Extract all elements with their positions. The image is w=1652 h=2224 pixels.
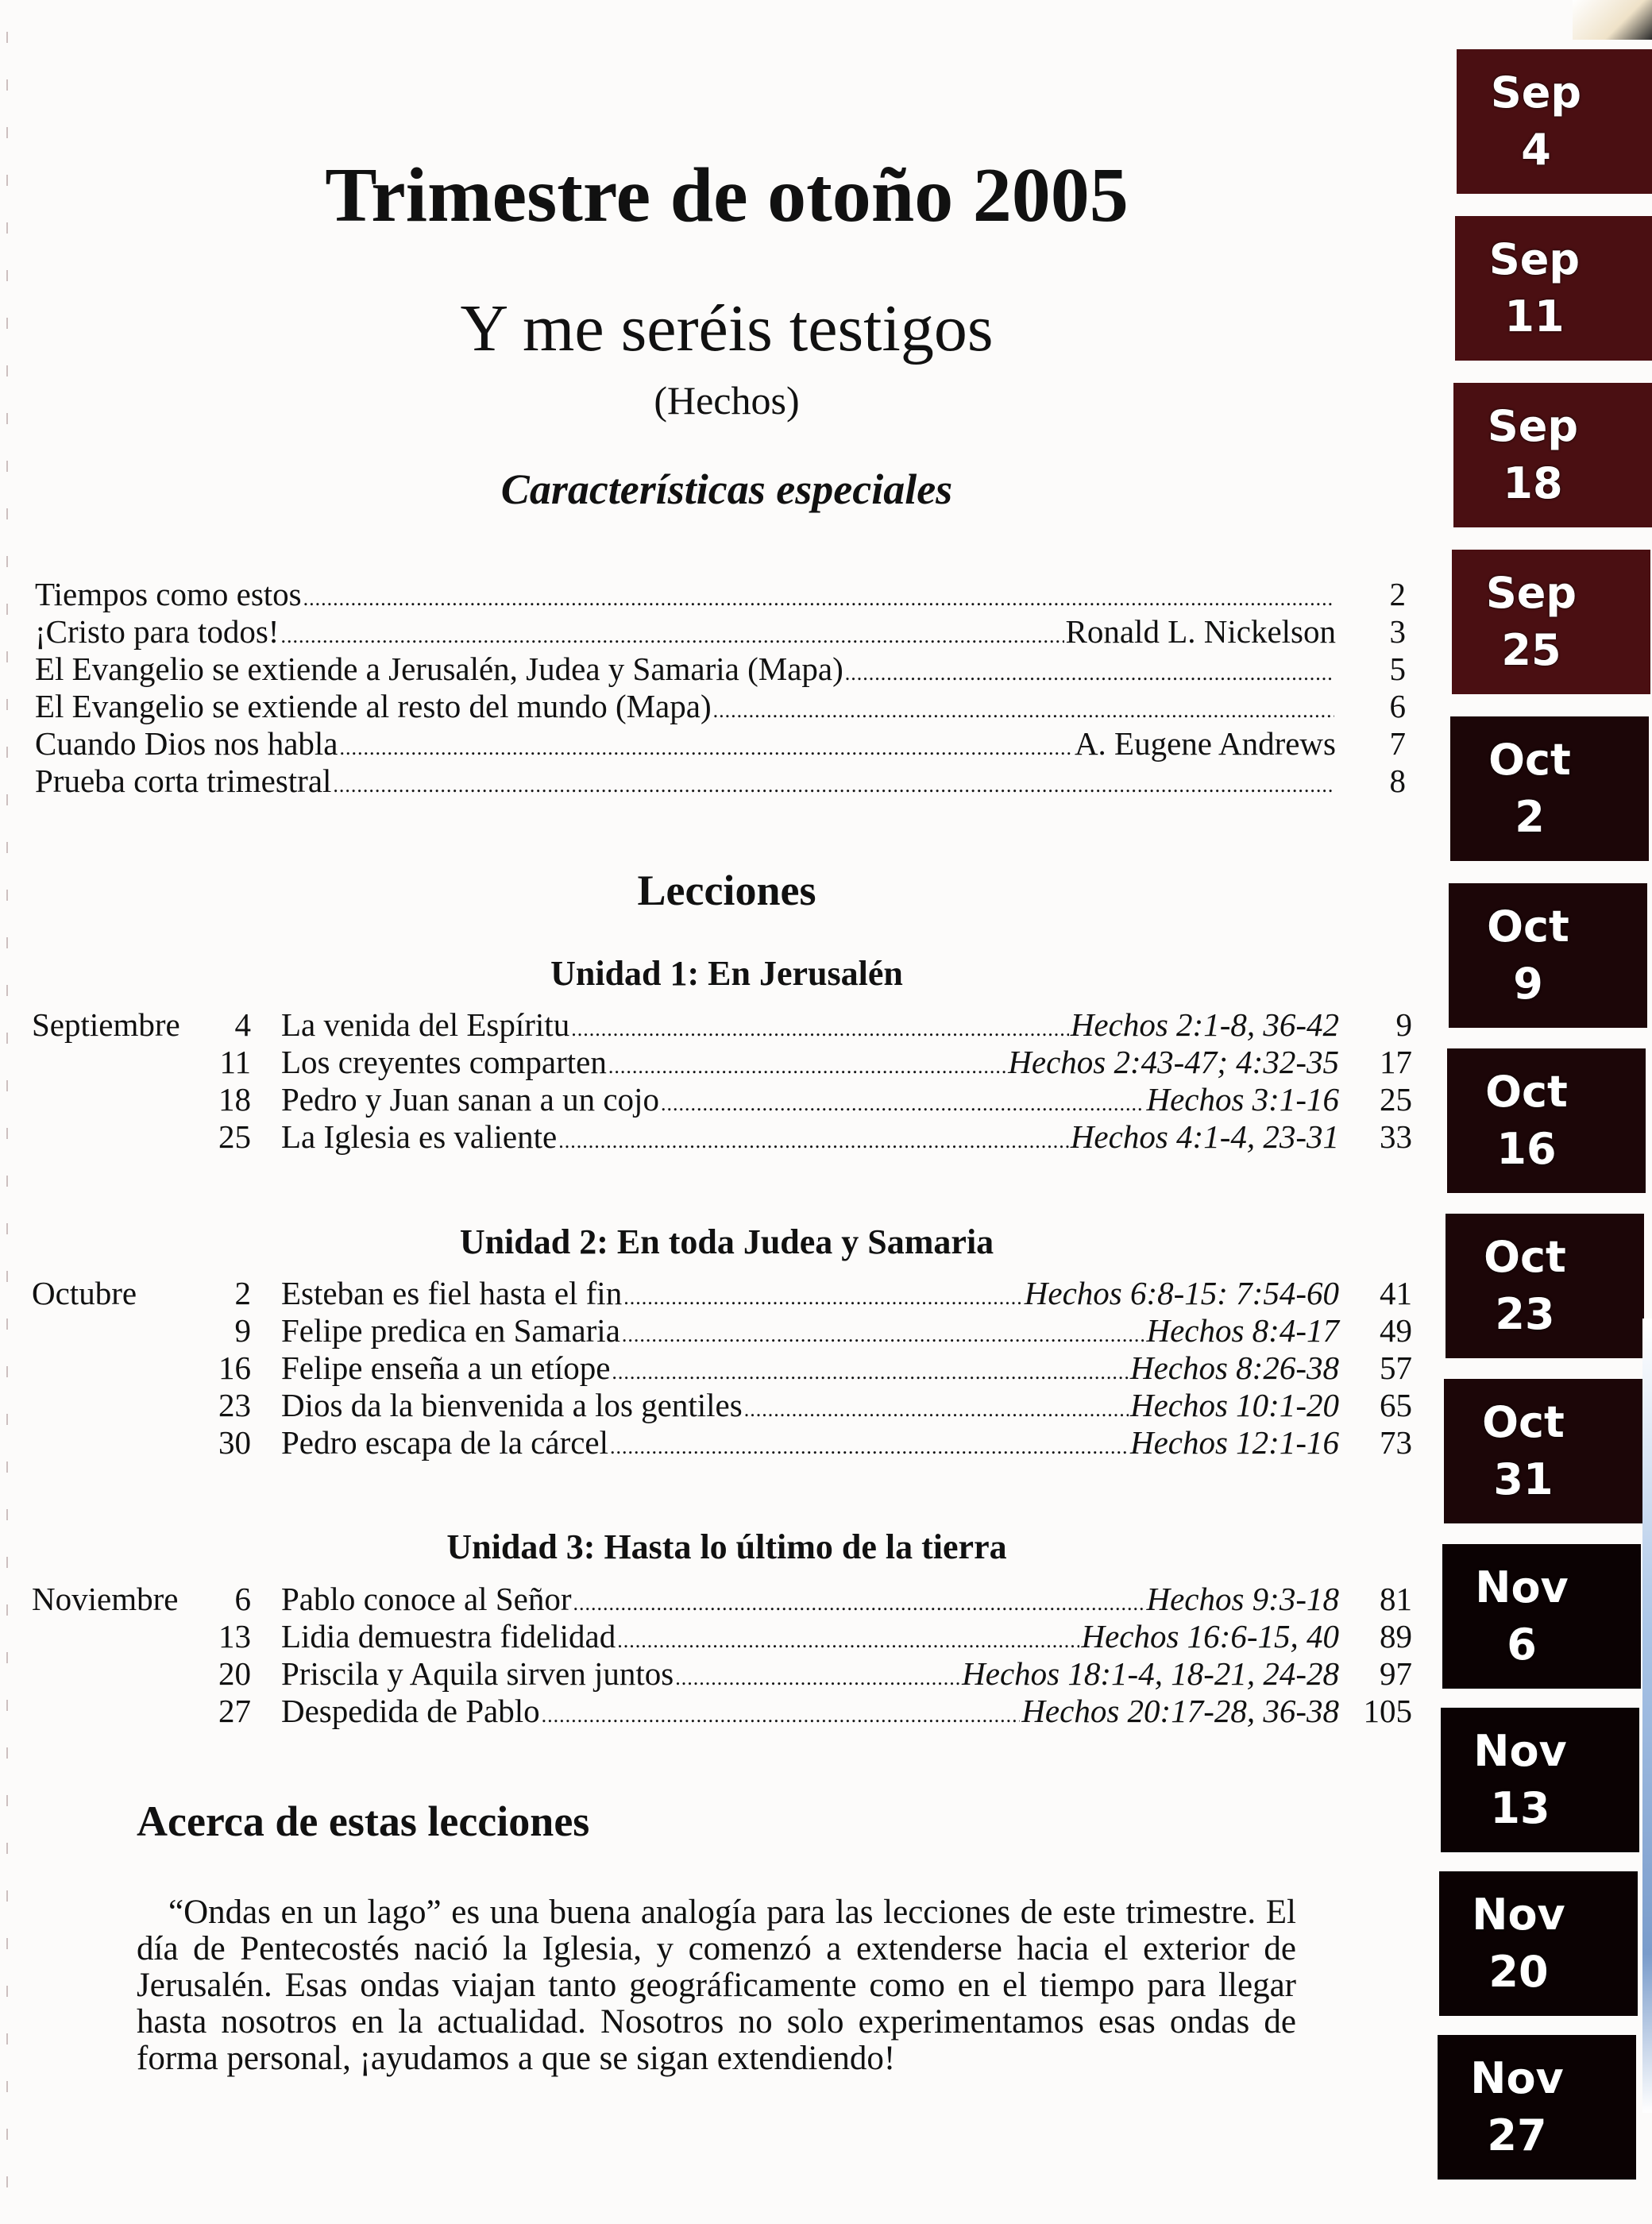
- scripture-reference: Hechos 8:26-38: [1129, 1349, 1339, 1386]
- scripture-reference: Hechos 10:1-20: [1129, 1387, 1339, 1423]
- date-tab-sep-25[interactable]: [1452, 550, 1650, 694]
- lesson-page-number: 25: [1380, 1081, 1412, 1118]
- tab-month: Oct: [1484, 1232, 1566, 1282]
- date-tab-oct-23[interactable]: [1446, 1214, 1644, 1358]
- lesson-row[interactable]: [32, 1618, 1414, 1655]
- lesson-row[interactable]: [32, 1693, 1414, 1730]
- lesson-day: 23: [218, 1387, 251, 1423]
- lesson-row[interactable]: [32, 1349, 1414, 1387]
- scripture-reference: Hechos 9:3-18: [1146, 1581, 1339, 1617]
- scripture-reference: Hechos 6:8-15: 7:54-60: [1024, 1275, 1339, 1311]
- dot-leader: [303, 580, 1334, 617]
- lesson-day: 25: [218, 1118, 251, 1155]
- feature-page-number: 2: [1389, 576, 1406, 612]
- about-heading: Acerca de estas lecciones: [137, 1797, 590, 1845]
- feature-title: El Evangelio se extiende al resto del mundo (Mapa): [35, 688, 712, 724]
- tab-month: Sep: [1485, 568, 1577, 618]
- tab-day: 18: [1503, 458, 1563, 508]
- lesson-day: 30: [218, 1424, 251, 1461]
- tab-day: 9: [1513, 959, 1543, 1009]
- lesson-title: Pedro y Juan sanan a un cojo: [281, 1081, 659, 1118]
- lesson-page-number: 73: [1380, 1424, 1412, 1461]
- feature-title: ¡Cristo para todos!: [35, 613, 280, 650]
- lesson-title: Felipe predica en Samaria: [281, 1312, 620, 1349]
- lesson-row[interactable]: [32, 1081, 1414, 1118]
- feature-title: Cuando Dios nos habla: [35, 725, 338, 762]
- feature-title: Prueba corta trimestral: [35, 763, 332, 799]
- feature-page-number: 3: [1389, 613, 1406, 650]
- unit-3-heading: Unidad 3: Hasta lo último de la tierra: [446, 1527, 1007, 1566]
- dot-leader: [612, 1353, 1129, 1391]
- lesson-day: 13: [218, 1618, 251, 1654]
- date-tab-nov-27[interactable]: [1438, 2035, 1636, 2180]
- dot-leader: [608, 1048, 1006, 1085]
- lesson-row[interactable]: [32, 1312, 1414, 1349]
- feature-page-number: 6: [1389, 688, 1406, 724]
- lesson-title: Lidia demuestra fidelidad: [281, 1618, 616, 1654]
- lesson-row[interactable]: [32, 1387, 1414, 1424]
- lesson-month: Noviembre: [32, 1581, 179, 1617]
- dot-leader: [622, 1316, 1145, 1353]
- lesson-row[interactable]: [32, 1006, 1414, 1044]
- features-heading: Características especiales: [500, 465, 953, 513]
- lesson-row[interactable]: [32, 1118, 1414, 1156]
- scripture-reference: Hechos 2:1-8, 36-42: [1070, 1006, 1339, 1043]
- dot-leader: [845, 654, 1334, 692]
- tab-month: Nov: [1472, 1890, 1565, 1940]
- dot-leader: [675, 1659, 960, 1697]
- date-tab-oct-9[interactable]: [1449, 883, 1647, 1028]
- date-tabs: [1430, 0, 1652, 2224]
- lesson-day: 9: [234, 1312, 251, 1349]
- scripture-reference: Hechos 12:1-16: [1129, 1424, 1339, 1461]
- lesson-row[interactable]: [32, 1655, 1414, 1693]
- date-tab-oct-16[interactable]: [1447, 1048, 1646, 1193]
- lesson-page-number: 81: [1380, 1581, 1412, 1617]
- lesson-title: Pedro escapa de la cárcel: [281, 1424, 609, 1461]
- page-subtitle: Y me seréis testigos: [460, 292, 994, 365]
- tab-day: 16: [1496, 1124, 1557, 1174]
- tab-day: 27: [1487, 2110, 1547, 2160]
- tab-month: Sep: [1487, 401, 1579, 451]
- lesson-title: Los creyentes comparten: [281, 1044, 607, 1080]
- feature-page-number: 7: [1389, 725, 1406, 762]
- feature-author: A. Eugene Andrews: [1074, 725, 1336, 762]
- date-tab-sep-4[interactable]: [1457, 49, 1652, 194]
- tab-day: 11: [1504, 292, 1565, 342]
- tab-day: 13: [1490, 1783, 1550, 1833]
- lesson-page-number: 33: [1380, 1118, 1412, 1155]
- lesson-day: 4: [234, 1006, 251, 1043]
- lesson-title: La Iglesia es valiente: [281, 1118, 558, 1155]
- date-tab-nov-6[interactable]: [1442, 1544, 1641, 1689]
- lesson-day: 2: [234, 1275, 251, 1311]
- unit-2-heading: Unidad 2: En toda Judea y Samaria: [459, 1222, 994, 1261]
- lesson-title: La venida del Espíritu: [281, 1006, 570, 1043]
- scripture-reference: Hechos 18:1-4, 18-21, 24-28: [962, 1655, 1339, 1692]
- lesson-day: 16: [218, 1349, 251, 1386]
- scripture-reference: Hechos 2:43-47; 4:32-35: [1008, 1044, 1339, 1080]
- lesson-page-number: 89: [1380, 1618, 1412, 1654]
- date-tab-oct-2[interactable]: [1450, 716, 1649, 861]
- date-tab-sep-11[interactable]: [1455, 216, 1652, 361]
- tab-month: Nov: [1473, 1726, 1567, 1776]
- lesson-page-number: 97: [1380, 1655, 1412, 1692]
- lesson-day: 20: [218, 1655, 251, 1692]
- lesson-page-number: 65: [1380, 1387, 1412, 1423]
- dot-leader: [744, 1391, 1129, 1428]
- lesson-day: 6: [234, 1581, 251, 1617]
- lesson-title: Felipe enseña a un etíope: [281, 1349, 611, 1386]
- lesson-page-number: 57: [1380, 1349, 1412, 1386]
- lesson-day: 27: [218, 1693, 251, 1729]
- lesson-title: Priscila y Aquila sirven juntos: [281, 1655, 674, 1692]
- page-title: Trimestre de otoño 2005: [325, 153, 1129, 238]
- feature-row[interactable]: [35, 725, 1417, 763]
- tab-month: Oct: [1482, 1397, 1565, 1447]
- unit-2-list: [32, 1275, 1414, 1461]
- lesson-row[interactable]: [32, 1044, 1414, 1081]
- tab-day: 31: [1493, 1454, 1554, 1504]
- binding-edge: [1642, 1319, 1652, 2113]
- lesson-row[interactable]: [32, 1581, 1414, 1618]
- dot-leader: [573, 1585, 1144, 1622]
- feature-author: Ronald L. Nickelson: [1065, 613, 1336, 650]
- dot-leader: [280, 617, 1063, 654]
- scripture-reference: Hechos 3:1-16: [1146, 1081, 1339, 1118]
- lesson-page-number: 17: [1380, 1044, 1412, 1080]
- feature-row[interactable]: [35, 651, 1417, 688]
- dot-leader: [571, 1010, 1069, 1048]
- lesson-day: 18: [218, 1081, 251, 1118]
- feature-title: Tiempos como estos: [35, 576, 302, 612]
- dot-leader: [542, 1697, 1021, 1734]
- feature-row[interactable]: [35, 576, 1417, 613]
- tab-month: Oct: [1485, 1067, 1568, 1117]
- lesson-page-number: 9: [1395, 1006, 1412, 1043]
- lesson-title: Despedida de Pablo: [281, 1693, 540, 1729]
- unit-3-list: [32, 1581, 1414, 1730]
- dot-leader: [713, 692, 1334, 729]
- tab-month: Oct: [1487, 902, 1569, 952]
- lesson-title: Esteban es fiel hasta el fin: [281, 1275, 623, 1311]
- date-tab-nov-20[interactable]: [1439, 1871, 1638, 2016]
- tab-month: Sep: [1488, 234, 1581, 284]
- feature-page-number: 8: [1389, 763, 1406, 799]
- tab-month: Oct: [1488, 735, 1571, 785]
- about-body: “Ondas en un lago” es una buena analogía para las lecciones de este trimestre. El día de Pentecostés nació la Iglesia, y comenzó a extenderse hacia el exterior de Jerusalén. Esas ondas viajan tanto geográficamente como en el tiempo para llegar hasta nosotros en la actualidad. Nosotros no solo experimentamos esas ondas de forma personal, ¡ayudamos a que se sigan extendiendo!: [137, 1894, 1296, 2077]
- dot-leader: [617, 1622, 1079, 1659]
- feature-page-number: 5: [1389, 651, 1406, 687]
- tab-day: 25: [1501, 625, 1561, 675]
- scripture-reference: Hechos 20:17-28, 36-38: [1021, 1693, 1339, 1729]
- lesson-row[interactable]: [32, 1424, 1414, 1461]
- book-name: (Hechos): [654, 378, 800, 423]
- page-corner: [1573, 0, 1652, 40]
- lesson-title: Pablo conoce al Señor: [281, 1581, 572, 1617]
- lesson-row[interactable]: [32, 1275, 1414, 1312]
- unit-1-heading: Unidad 1: En Jerusalén: [550, 954, 903, 993]
- feature-row[interactable]: [35, 688, 1417, 725]
- date-tab-nov-13[interactable]: [1441, 1708, 1639, 1852]
- date-tab-sep-18[interactable]: [1453, 383, 1652, 527]
- tab-day: 20: [1488, 1947, 1549, 1997]
- tab-day: 23: [1495, 1289, 1555, 1339]
- tab-day: 6: [1507, 1620, 1537, 1670]
- unit-1-list: [32, 1006, 1414, 1156]
- lesson-page-number: 105: [1363, 1693, 1412, 1729]
- date-tab-oct-31[interactable]: [1444, 1379, 1642, 1523]
- lesson-day: 11: [219, 1044, 251, 1080]
- feature-title: El Evangelio se extiende a Jerusalén, Judea y Samaria (Mapa): [35, 651, 843, 687]
- tab-month: Sep: [1490, 68, 1582, 118]
- tab-month: Nov: [1470, 2053, 1564, 2103]
- lesson-title: Dios da la bienvenida a los gentiles: [281, 1387, 743, 1423]
- lessons-heading: Lecciones: [637, 867, 816, 914]
- scripture-reference: Hechos 8:4-17: [1146, 1312, 1339, 1349]
- feature-row[interactable]: [35, 763, 1417, 800]
- scripture-reference: Hechos 4:1-4, 23-31: [1070, 1118, 1339, 1155]
- lesson-page-number: 41: [1380, 1275, 1412, 1311]
- lesson-month: Octubre: [32, 1275, 137, 1311]
- scripture-reference: Hechos 16:6-15, 40: [1081, 1618, 1339, 1654]
- lesson-month: Septiembre: [32, 1006, 180, 1043]
- features-list: [35, 576, 1417, 800]
- lesson-page-number: 49: [1380, 1312, 1412, 1349]
- dot-leader: [661, 1085, 1145, 1122]
- dot-leader: [623, 1279, 1023, 1316]
- dot-leader: [333, 766, 1334, 804]
- dot-leader: [558, 1122, 1069, 1160]
- dot-leader: [340, 729, 1073, 766]
- dot-leader: [610, 1428, 1129, 1465]
- tab-day: 4: [1521, 125, 1551, 175]
- tab-day: 2: [1515, 792, 1545, 842]
- tab-month: Nov: [1475, 1562, 1569, 1612]
- feature-row[interactable]: [35, 613, 1417, 651]
